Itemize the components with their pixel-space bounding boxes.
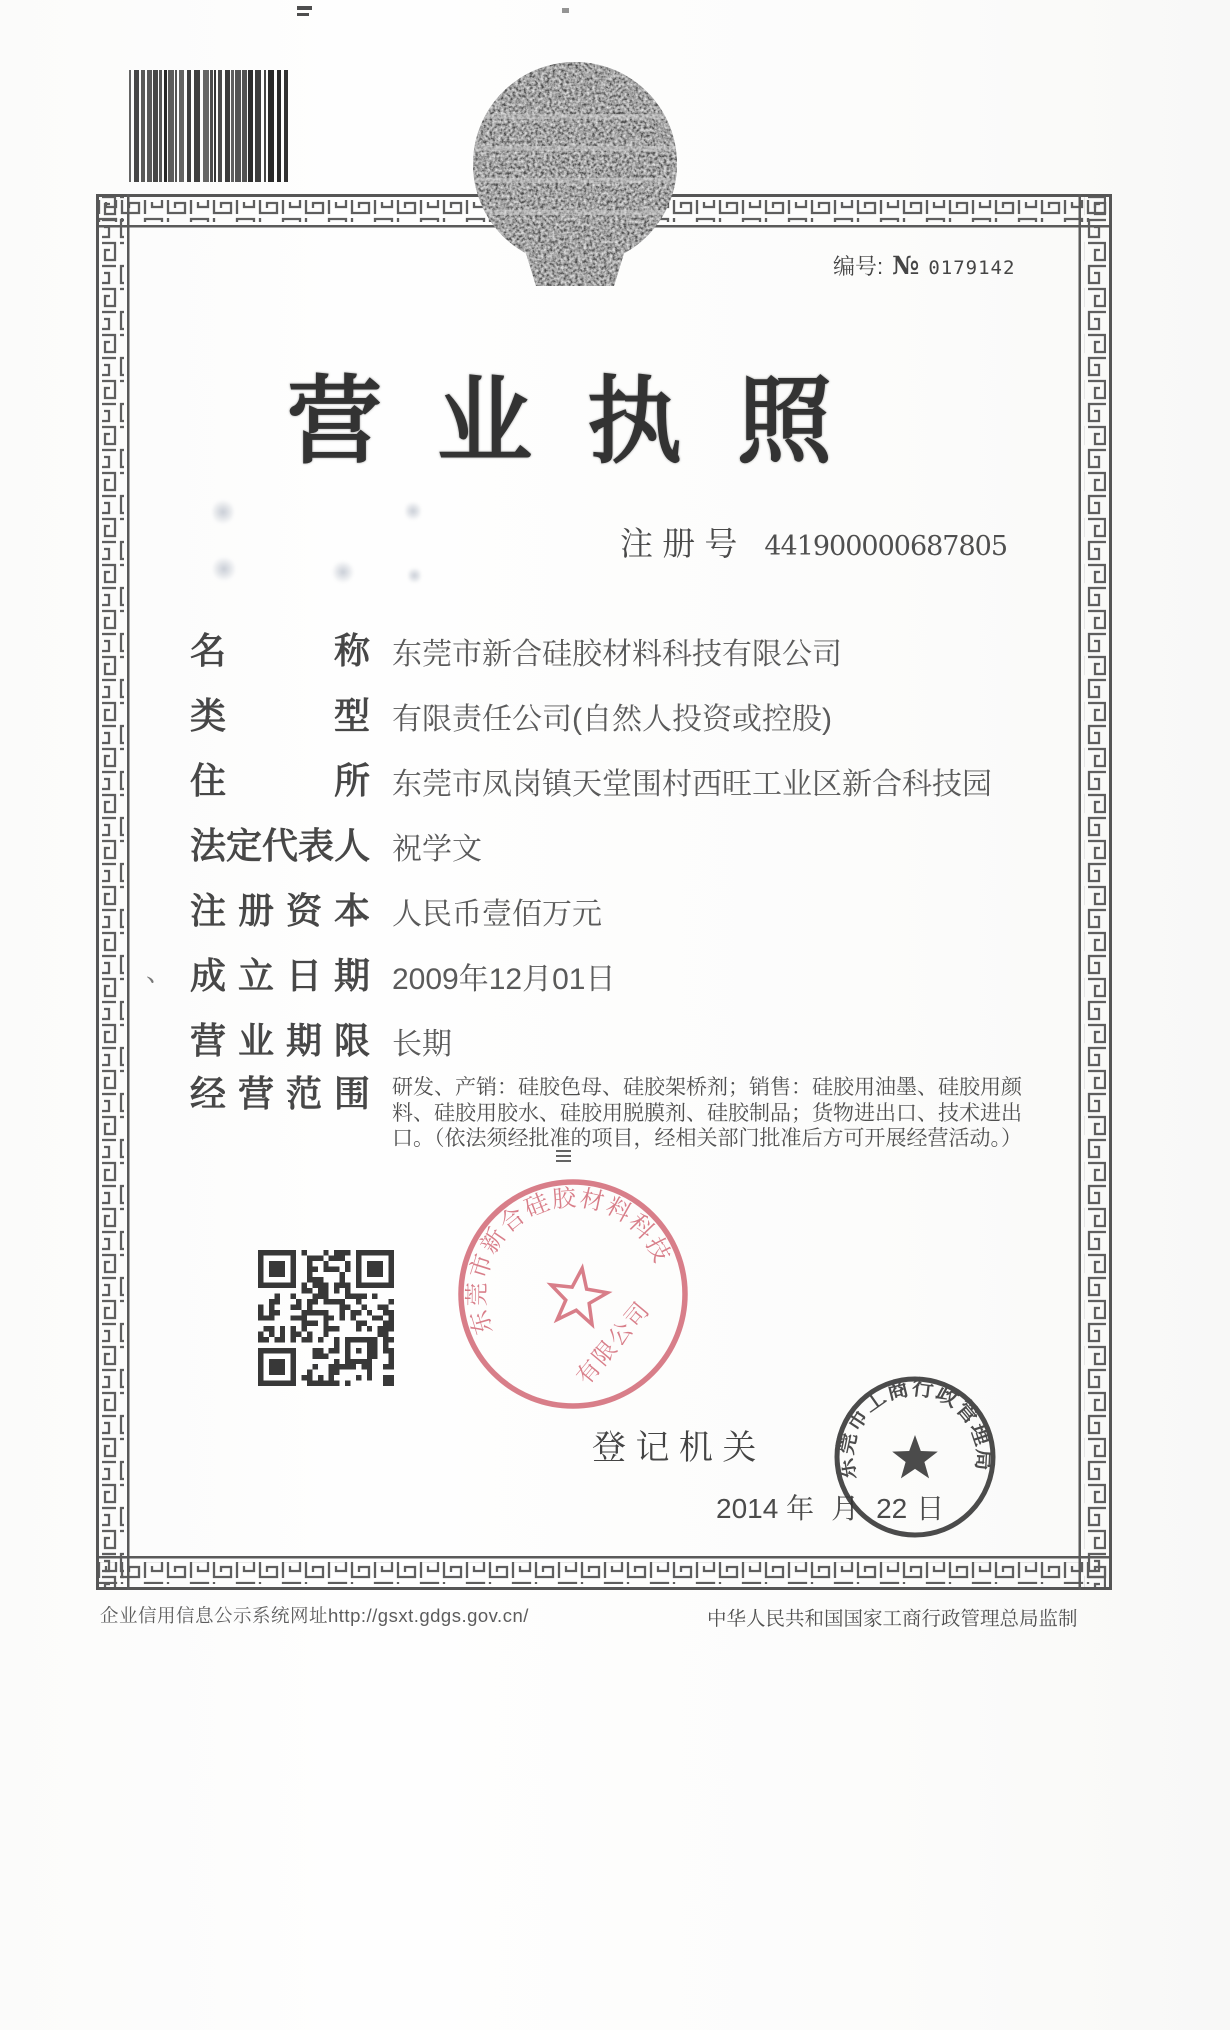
stray-comma-artifact: 、 [146,957,173,987]
field-value-address: 东莞市凤岗镇天堂围村西旺工业区新合科技园 [392,767,992,801]
field-row-business-term [190,1008,1090,1073]
field-value-name: 东莞市新合硅胶材料科技有限公司 [392,637,842,671]
barcode [127,70,292,182]
field-label-legal-representative: 法 定 代 表 人 [190,824,371,866]
registration-number-row [620,518,1007,565]
national-emblem [447,58,703,293]
issue-date-year: 2014 年 [716,1493,815,1524]
scan-smudge [212,498,234,526]
field-row-legal-representative [190,813,1090,878]
field-row-name [190,618,1090,683]
footer-issuer: 中华人民共和国国家工商行政管理总局监制 [707,1608,1078,1630]
registration-number-label: 注 册 号 [620,525,738,562]
document-title: 营业执照 [287,369,888,475]
issue-date-day-unit: 日 [916,1493,945,1524]
field-row-business-scope [190,1073,1090,1152]
issue-date-day: 22 [876,1493,908,1524]
scan-artifact [556,1150,571,1162]
field-value-legal-representative: 祝学文 [392,832,482,866]
field-label-business-scope: 经 营 范 围 [190,1073,370,1114]
field-row-registered-capital [190,878,1090,943]
field-label-business-term: 营 业 期 限 [190,1019,370,1061]
company-seal-star [546,1264,610,1326]
fields-section [190,618,1090,1152]
serial-number-row [833,250,1015,281]
serial-number: 0179142 [928,257,1016,279]
issue-date-month-unit: 月 [831,1493,860,1524]
scan-smudge [212,556,236,582]
field-label-registered-capital: 注 册 资 本 [190,889,370,931]
scan-artifact [297,6,312,10]
scan-smudge [405,500,421,522]
qr-code [258,1250,394,1386]
numero-sign: № [892,251,920,280]
serial-label: 编号: [833,254,884,279]
company-seal-stamp [453,1174,693,1414]
field-label-name: 名 称 [190,629,370,671]
footer-public-info-url: 企业信用信息公示系统网址http://gsxt.gdgs.gov.cn/ [100,1605,529,1626]
scan-smudge [332,560,354,584]
field-value-type: 有限责任公司(自然人投资或控股) [392,702,832,736]
field-value-business-scope: 研发、产销：硅胶色母、硅胶架桥剂；销售：硅胶用油墨、硅胶用颜料、硅胶用胶水、硅胶用脱膜剂、硅胶制品；货物进出口、技术进出口。（依法须经批准的项目，经相关部门批准后方可开展经营活动。） [392,1076,1022,1150]
field-row-type [190,683,1090,748]
field-value-business-term: 长期 [392,1027,452,1061]
registry-seal-star [892,1435,938,1478]
field-label-address: 住 所 [190,759,370,801]
scan-smudge [408,566,421,585]
company-seal-inner-text: 有限公司 [570,1295,656,1390]
scan-artifact [562,8,569,13]
registration-number-value: 441900000687805 [764,531,1008,562]
registry-seal-stamp [815,1357,1015,1557]
field-value-registered-capital: 人民币壹佰万元 [392,897,602,931]
field-row-address [190,748,1090,813]
field-label-type: 类 型 [190,694,370,736]
field-label-establishment-date: 成 立 日 期 [190,954,370,996]
registry-seal-arc-text: 东莞市工商行政管理局 [833,1375,997,1482]
field-value-establishment-date: 2009年12月01日 [392,962,616,996]
scan-artifact [297,13,309,16]
field-row-establishment-date [190,943,1090,1008]
company-seal-arc-text: 东莞市新合硅胶材料科技 [463,1184,676,1338]
registrar-label: 登 记 机 关 [592,1429,757,1467]
